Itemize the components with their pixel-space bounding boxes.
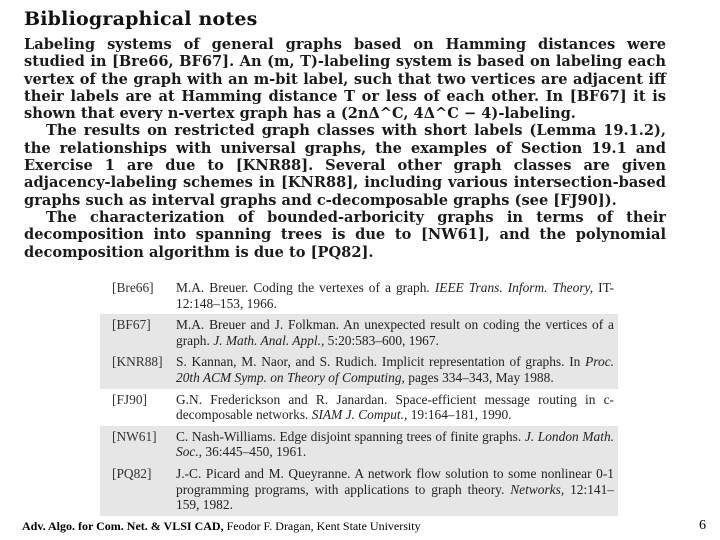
reference-text: S. Kannan, M. Naor, and S. Rudich. Implicit representation of graphs. In	[176, 354, 581, 370]
reference-venue: J. London Math. Soc.,	[176, 428, 614, 460]
reference-text: M.A. Breuer. Coding the vertexes of a graph.	[176, 280, 430, 295]
reference-details: IT-12:148–153, 1966.	[176, 280, 614, 311]
notes-section	[18, 8, 668, 261]
reference-list	[100, 277, 618, 516]
reference-venue: J. Math. Anal. Appl.,	[213, 332, 325, 348]
reference-item	[100, 351, 618, 388]
reference-venue: Networks,	[510, 481, 565, 497]
reference-item	[100, 426, 618, 463]
reference-text: G.N. Frederickson and R. Janardan. Space-efficient message routing in c-decomposable networks.	[176, 391, 614, 423]
reference-text: C. Nash-Williams. Edge disjoint spanning trees of finite graphs.	[176, 428, 522, 444]
reference-details: 19:164–181, 1990.	[410, 407, 512, 423]
reference-key: [FJ90]	[112, 391, 147, 407]
reference-key: [BF67]	[112, 317, 151, 333]
footer-author: Feodor F. Dragan, Kent State University	[226, 519, 421, 533]
reference-item	[100, 463, 618, 516]
reference-key: [PQ82]	[112, 465, 152, 481]
reference-text: M.A. Breuer and J. Folkman. An unexpected result on coding the vertices of a graph.	[176, 317, 614, 348]
reference-details: 12:141–159, 1982.	[176, 481, 614, 513]
reference-key: [KNR88]	[112, 354, 163, 370]
slide-footer	[22, 519, 421, 534]
page-number: 6	[699, 518, 706, 533]
reference-venue: SIAM J. Comput.,	[311, 407, 408, 423]
reference-key: [Bre66]	[112, 280, 154, 295]
paragraph-1: Labeling systems of general graphs based on Hamming distances were studied in [Bre66, BF67]. An (m, T)-labeling system is based on labeling each vertex of the graph with an m-bit label, such that two vertices are adjacent iff their labels are at Hamming distance T or less of each other. In [BF67] it is shown that every n-vertex graph has a (2nΔ^C, 4Δ^C − 4)-labeling.	[24, 36, 666, 123]
reference-key: [NW61]	[112, 428, 157, 444]
reference-item	[100, 314, 618, 351]
reference-text: J.-C. Picard and M. Queyranne. A network flow solution to some nonlinear 0-1 programming programs, with applications to graph theory.	[176, 465, 614, 497]
paragraph-2: The results on restricted graph classes with short labels (Lemma 19.1.2), the relationships with universal graphs, the examples of Section 19.1 and Exercise 1 are due to [KNR88]. Several other graph classes are given adjacency-labeling schemes in [KNR88], including various intersection-based graphs such as interval graphs and c-decomposable graphs (see [FJ90]).	[24, 122, 666, 209]
reference-details: 5:20:583–600, 1967.	[327, 332, 439, 348]
reference-item	[100, 389, 618, 426]
reference-details: 36:445–450, 1961.	[205, 444, 307, 460]
section-title: Bibliographical notes	[24, 8, 258, 30]
footer-course: Adv. Algo. for Com. Net. & VLSI CAD,	[22, 519, 224, 533]
paragraph-3: The characterization of bounded-arboricity graphs in terms of their decomposition into spanning trees is due to [NW61], and the polynomial decomposition algorithm is due to [PQ82].	[24, 208, 666, 261]
reference-details: pages 334–343, May 1988.	[408, 369, 554, 385]
reference-venue: Proc. 20th ACM Symp. on Theory of Computing,	[176, 354, 614, 385]
reference-venue: IEEE Trans. Inform. Theory,	[434, 280, 594, 295]
reference-item	[100, 277, 618, 314]
